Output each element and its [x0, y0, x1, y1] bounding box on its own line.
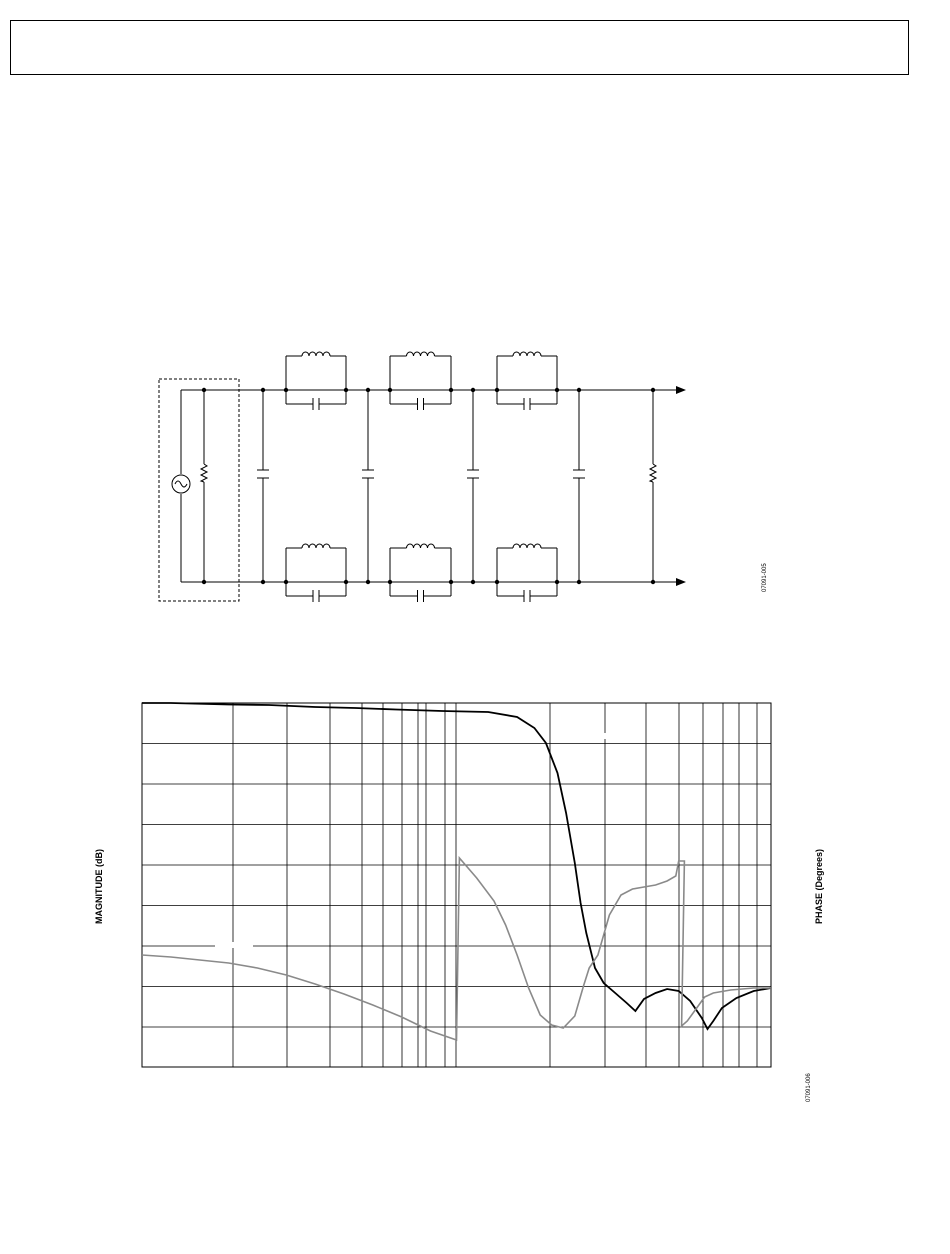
magnitude-trace: [142, 703, 771, 1029]
figure-5-id: 07091-005: [762, 563, 768, 592]
y-axis-label-magnitude: MAGNITUDE (dB): [94, 849, 104, 924]
y-axis-label-phase: PHASE (Degrees): [814, 848, 824, 924]
figure-6-id: 07091-006: [806, 1073, 812, 1102]
phase-trace: [142, 858, 771, 1040]
